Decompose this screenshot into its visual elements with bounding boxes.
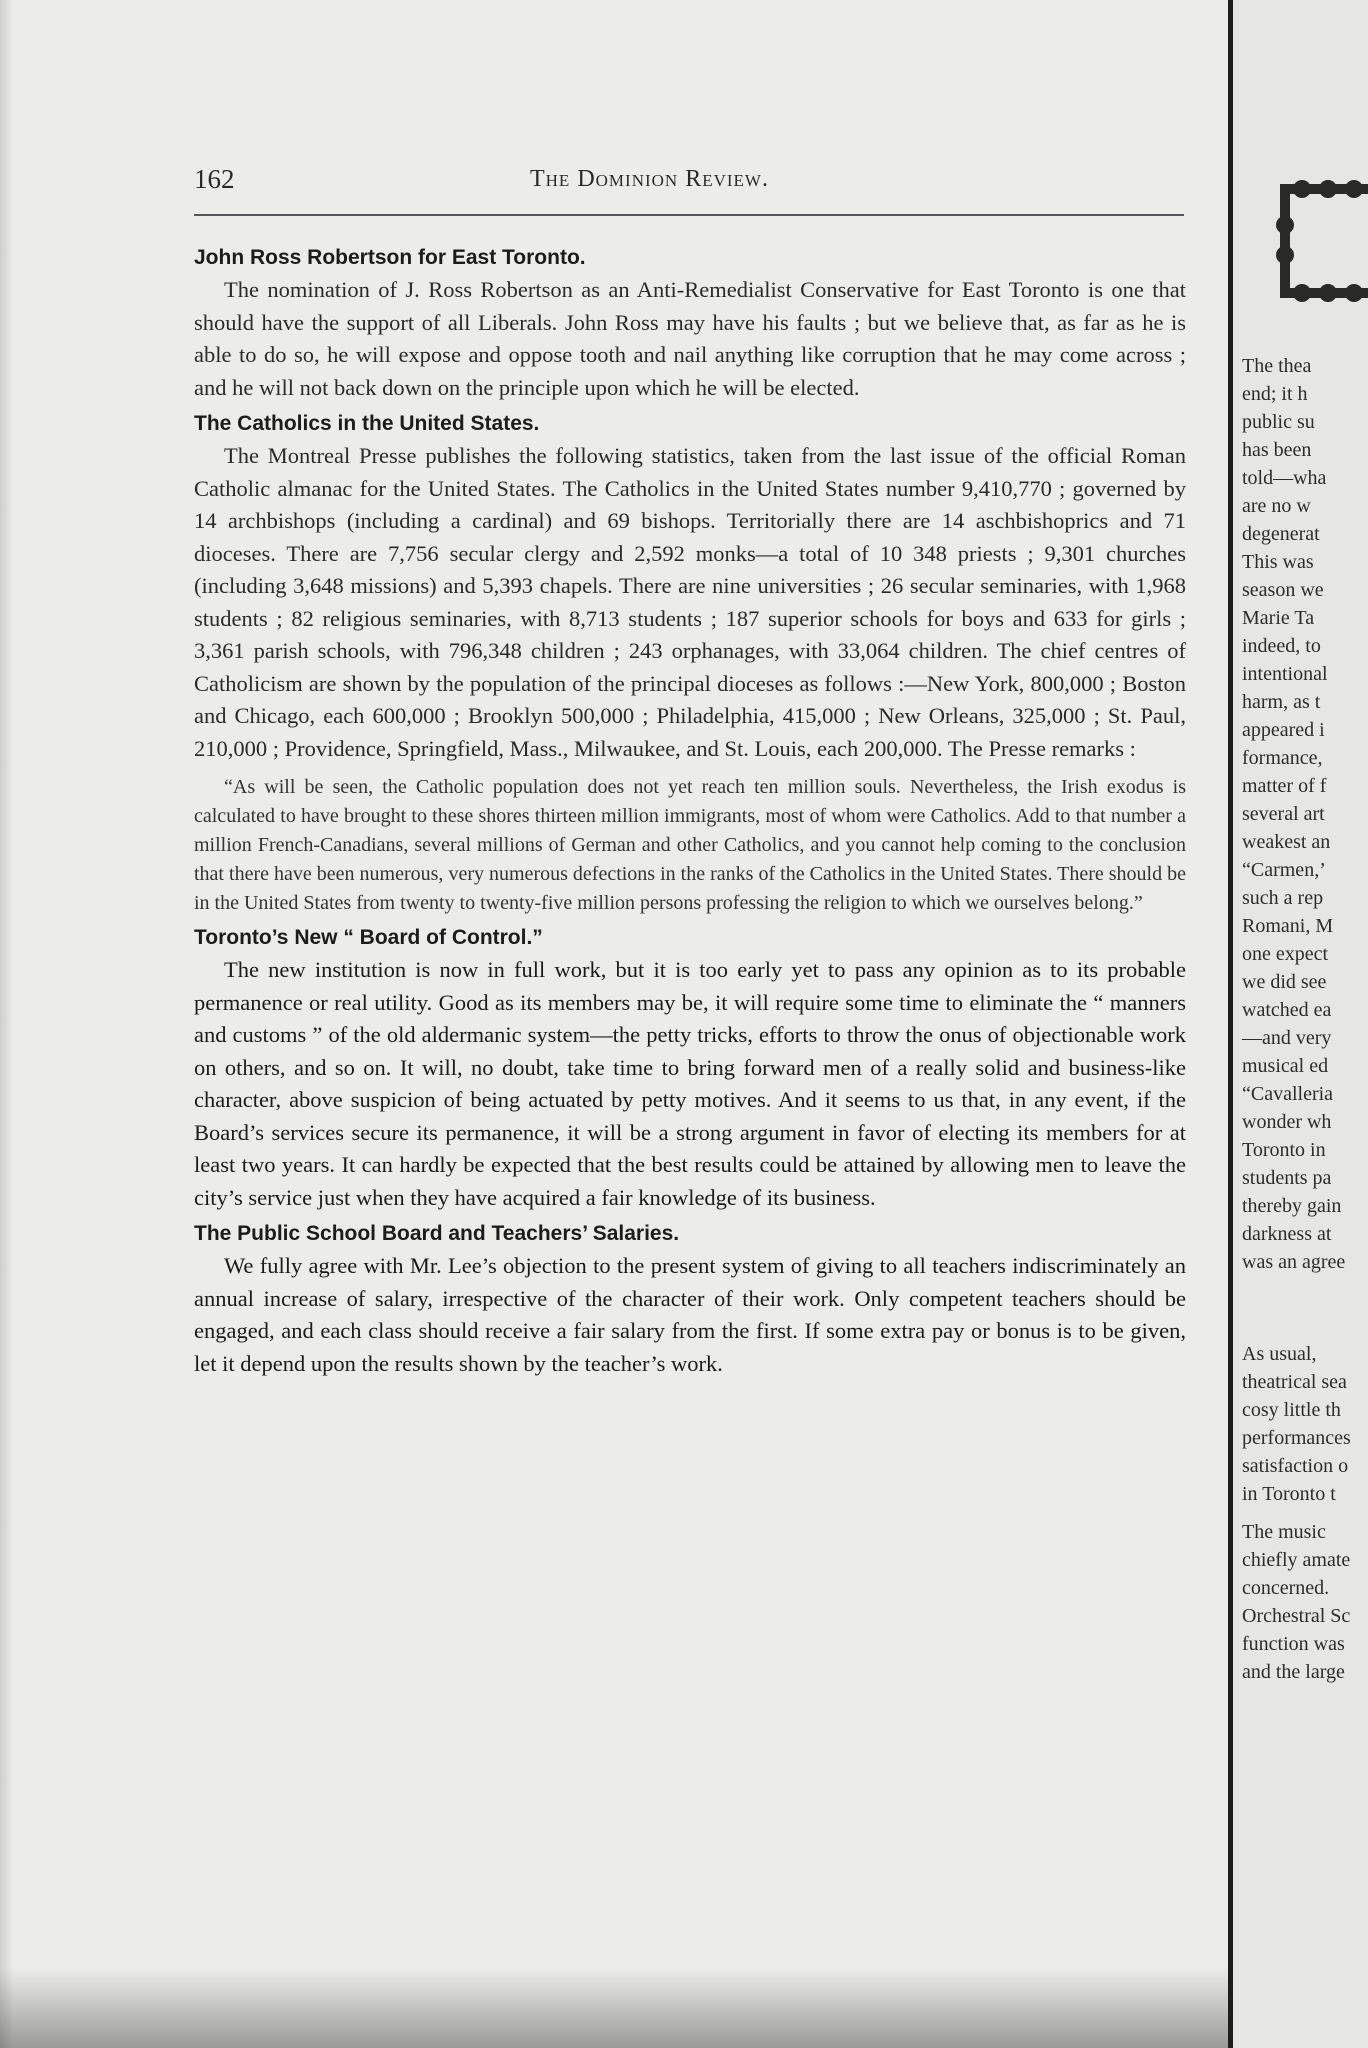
page-bottom-shadow xyxy=(0,1968,1228,2048)
section-school-board xyxy=(194,1222,1186,1380)
paragraph: The nomination of J. Ross Robertson as an Anti-Remedialist Conservative for East Toronto is one that should have the support of all Liberals. John Ross may have his faults ; but we believe that, as far as he is able to do so, he will expose and oppose tooth and nail anything like corruption that he may come across ; and he will not back down on the principle upon which he will be elected. xyxy=(194,277,1186,400)
right-page-line: indeed, to xyxy=(1242,635,1321,657)
right-page-line: one expect xyxy=(1242,943,1329,965)
page-edge-shadow xyxy=(0,0,14,2048)
right-page-line: and the large xyxy=(1242,1661,1345,1683)
right-page-line: cosy little th xyxy=(1242,1399,1341,1421)
paragraph: We fully agree with Mr. Lee’s objection to the present system of giving to all teachers indiscriminately an annual increase of salary, irrespective of the character of their work. Only competent teachers should be engaged, and each class should receive a fair salary from the first. If some extra pay or bonus is to be given, let it depend upon the results shown by the teacher’s work. xyxy=(194,1253,1186,1376)
section-heading: John Ross Robertson for East Toronto. xyxy=(194,246,586,269)
right-page-line: degenerat xyxy=(1242,523,1320,545)
right-page-line: The thea xyxy=(1242,355,1312,377)
right-page-text-block-2 xyxy=(1242,1340,1368,1508)
right-page-line: theatrical sea xyxy=(1242,1371,1347,1393)
header-rule xyxy=(194,214,1184,216)
right-page-line: end; it h xyxy=(1242,383,1308,405)
section-board-of-control xyxy=(194,926,1186,1214)
right-page-line: students pa xyxy=(1242,1167,1332,1189)
right-page-line: The music xyxy=(1242,1521,1326,1543)
right-page-line: appeared i xyxy=(1242,719,1325,741)
right-page-line: we did see xyxy=(1242,971,1327,993)
right-page-line: in Toronto t xyxy=(1242,1483,1336,1505)
page-number: 162 xyxy=(194,164,235,194)
right-page-line: weakest an xyxy=(1242,831,1331,853)
right-page-text-block-1 xyxy=(1242,352,1368,1276)
right-page-line: are no w xyxy=(1242,495,1311,517)
right-page-line: Orchestral Sc xyxy=(1242,1605,1351,1627)
right-page-line: thereby gain xyxy=(1242,1195,1342,1217)
right-page-line: matter of f xyxy=(1242,775,1327,797)
section-catholics xyxy=(194,412,1186,918)
paragraph: The new institution is now in full work, but it is too early yet to pass any opinion as to its probable permanence or real utility. Good as its members may be, it will require some time to eliminate the “ manners and customs ” of the old aldermanic system—the petty tricks, efforts to throw the onus of objectionable work on others, and so on. It will, no doubt, take time to bring forward men of a really solid and business-like character, above suspicion of being actuated by petty motives. And it seems to us that, in any event, if the Board’s services secure its permanence, it will be a strong argument in favor of electing its members for at least two years. It can hardly be expected that the best results could be attained by allowing men to leave the city’s service just when they have acquired a fair knowledge of its business. xyxy=(194,957,1186,1210)
right-page-line: concerned. xyxy=(1242,1577,1330,1599)
right-page-line: wonder wh xyxy=(1242,1111,1332,1133)
right-page-line: has been xyxy=(1242,439,1312,461)
right-page-line: such a rep xyxy=(1242,887,1324,909)
right-page-line: function was xyxy=(1242,1633,1345,1655)
running-head xyxy=(194,164,1190,204)
right-page-line: Toronto in xyxy=(1242,1139,1326,1161)
right-page-line: This was xyxy=(1242,551,1314,573)
right-page-line: several art xyxy=(1242,803,1325,825)
ornament-icon xyxy=(1262,170,1368,320)
journal-title: The Dominion Review. xyxy=(530,166,769,192)
right-page-line: performances xyxy=(1242,1427,1351,1449)
right-page-line: intentional xyxy=(1242,663,1328,685)
right-page-line: —and very xyxy=(1242,1027,1332,1049)
section-heading: The Catholics in the United States. xyxy=(194,412,540,435)
right-page-line: musical ed xyxy=(1242,1055,1329,1077)
right-page-line: harm, as t xyxy=(1242,691,1321,713)
article-column xyxy=(194,238,1186,1386)
right-page-line: “Cavalleria xyxy=(1242,1083,1334,1105)
section-heading: Toronto’s New “ Board of Control.” xyxy=(194,926,543,949)
right-page-line: As usual, xyxy=(1242,1343,1317,1365)
right-page-line: chiefly amate xyxy=(1242,1549,1351,1571)
right-page-line: Romani, M xyxy=(1242,915,1334,937)
right-page-line: public su xyxy=(1242,411,1315,433)
right-page-line: satisfaction o xyxy=(1242,1455,1349,1477)
right-page-line: “Carmen,’ xyxy=(1242,859,1326,881)
block-quote: “As will be seen, the Catholic population does not yet reach ten million souls. Nevertheless, the Irish exodus is calculated to have brought to these shores thirteen million immigrants, most of whom were Catholics. Add to that number a million French-Canadians, several millions of German and other Catholics, and you cannot help coming to the conclusion that there have been numerous, very numerous defections in the ranks of the Catholics in the United States. There should be in the United States from twenty to twenty-five million persons professing the religion to which we ourselves belong.” xyxy=(194,776,1186,914)
right-page-line: was an agree xyxy=(1242,1251,1346,1273)
right-page-text-block-3 xyxy=(1242,1518,1368,1686)
right-page-line: formance, xyxy=(1242,747,1323,769)
right-page-line: watched ea xyxy=(1242,999,1332,1021)
paragraph: The Montreal Presse publishes the following statistics, taken from the last issue of the official Roman Catholic almanac for the United States. The Catholics in the United States number 9,410,770 ; governed by 14 archbishops (including a cardinal) and 69 bishops. Territorially there are 14 aschbishoprics and 71 dioceses. There are 7,756 secular clergy and 2,592 monks—a total of 10 348 priests ; 9,301 churches (including 3,648 missions) and 5,393 chapels. There are nine universities ; 26 secular seminaries, with 1,968 students ; 82 religious seminaries, with 8,713 students ; 187 superior schools for boys and 633 for girls ; 3,361 parish schools, with 796,348 children ; 243 orphanages, with 33,064 children. The chief centres of Catholicism are shown by the population of the principal dioceses as follows :—New York, 800,000 ; Boston and Chicago, each 600,000 ; Brooklyn 500,000 ; Philadelphia, 415,000 ; New Orleans, 325,000 ; St. Paul, 210,000 ; Providence, Springfield, Mass., Milwaukee, and St. Louis, each 200,000. The Presse remarks : xyxy=(194,443,1186,761)
right-page-line: darkness at xyxy=(1242,1223,1332,1245)
right-page-line: Marie Ta xyxy=(1242,607,1315,629)
right-page-line: told—wha xyxy=(1242,467,1327,489)
right-page-line: season we xyxy=(1242,579,1324,601)
section-robertson xyxy=(194,246,1186,404)
section-heading: The Public School Board and Teachers’ Salaries. xyxy=(194,1222,680,1245)
